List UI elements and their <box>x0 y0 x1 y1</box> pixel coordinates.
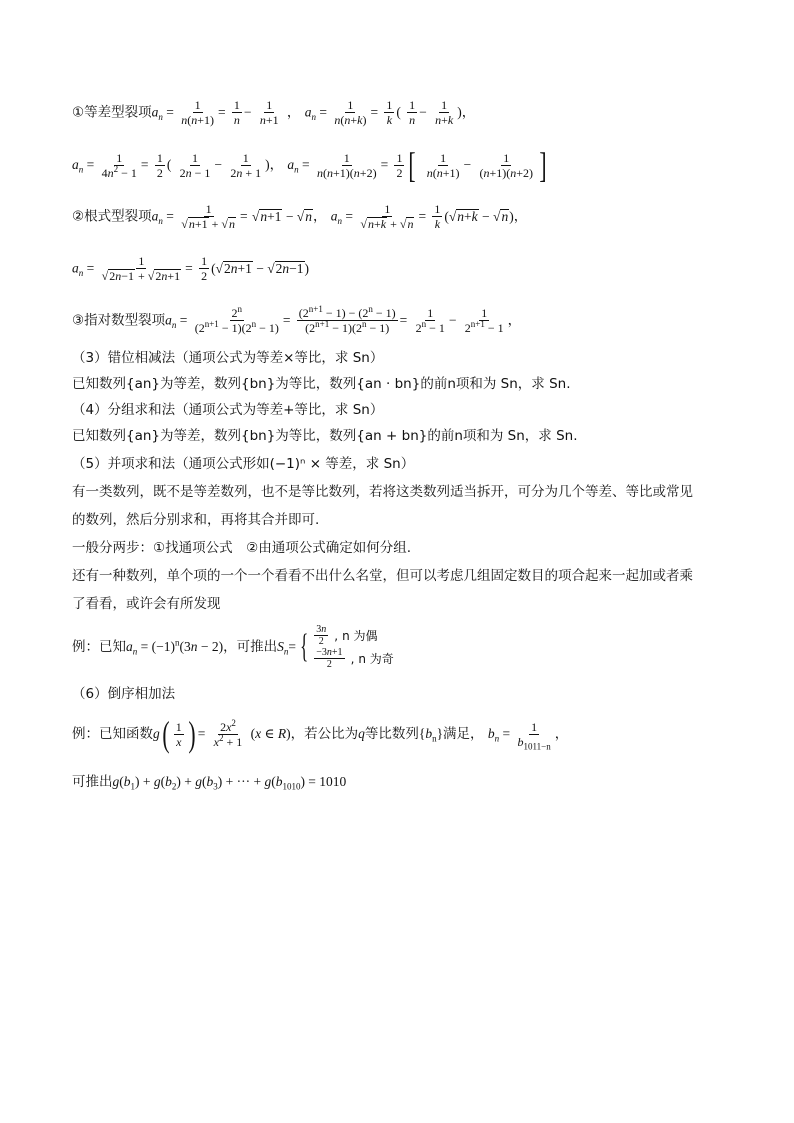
formula-line-1: ①等差型裂项$a_n$ = $\frac{1}{n(n+1)}$ = $\frac{1}{n}$ − $\frac{1}{n+1}$ ， $a_n$ = $\frac{1}{n(n+k)}$ = $\frac{1}{k}$ ( $\frac{1}{n}$ − $\frac{1}{n+k}$ )， <box>72 98 476 127</box>
section-label-exponential: ③指对数型裂项 <box>72 312 166 329</box>
section-label-radical: ②根式型裂项 <box>72 208 152 225</box>
formula-line-2: $a_n$ = $\frac{1}{4n^2 - 1}$ = $\frac{1}{2}$ ( $\frac{1}{2n - 1}$ − $\frac{1}{2n + 1}$ )， $a_n$ = $\frac{1}{n(n+1)(n+2)}$ = $\frac{1}{2}$ [ $\frac{1}{n(n+1)}$ − $\frac{1}{(n+1)(n+2)}$ ] <box>72 145 547 185</box>
example-line-3: 可推出$g(b_1) + g(b_2) + g(b_3)$ + ··· + $g(b_{1010}) = 1010$ <box>72 774 347 792</box>
formula-line-3: ②根式型裂项$a_n$ = $\frac{1}{√n+1 + √n}$ = √n+1 − √n， $a_n$ = $\frac{1}{√n+k + √n}$ = $\frac{1}{k}$ (√n+k − √n)， <box>72 202 528 231</box>
example-line-2: 例：已知函数g( $\frac{1}{x}$ ) = $\frac{2x^2}{x^2 + 1}$ (x ∈ R)，若公比为q等比数列$\{b_n\}$满足， $b_n$ = $\frac{1}{b_{1011-n}}$ ， <box>72 714 569 754</box>
text-line-14: 还有一种数列，单个项的一个一个看看不出什么名堂，但可以考虑几组固定数目的项合起来一起加或者乘 <box>72 568 693 584</box>
example-line-1: 例：已知$a_n = (-1)^n(3n - 2)$，可推出$S_n=$ { $\frac{3n}{2}$ , n 为偶 $\frac{-3n+1}{2}$ , n 为奇 <box>72 624 394 670</box>
section-label-arithmetic: ①等差型裂项 <box>72 104 152 121</box>
text-line-10: （5）并项求和法（通项公式形如(−1)ⁿ × 等差，求 Sn） <box>72 456 415 472</box>
text-line-6: （3）错位相减法（通项公式为等差×等比，求 Sn） <box>72 350 384 366</box>
formula-line-5: ③指对数型裂项$a_n$ = $\frac{2^n}{(2^{n+1} - 1)(2^n - 1)}$ = $\frac{(2^{n+1} - 1) - (2^n - 1)}{(2^{n+1} - 1)(2^n - 1)}$ = $\frac{1}{2^n - 1}$ − $\frac{1}{2^{n+1} - 1}$ ， <box>72 304 522 335</box>
formula-line-4: $a_n$ = $\frac{1}{√2n-1 + √2n+1}$ = $\frac{1}{2}$ (√2n+1 − √2n−1) <box>72 254 309 283</box>
text-line-8: （4）分组求和法（通项公式为等差+等比，求 Sn） <box>72 402 384 418</box>
case-odd-label: n 为奇 <box>358 651 394 666</box>
result-value: 1010 <box>319 774 347 789</box>
text-line-11: 有一类数列，既不是等差数列，也不是等比数列，若将这类数列适当拆开，可分为几个等差、等比或常见 <box>72 484 693 500</box>
text-line-9: 已知数列{an}为等差，数列{bn}为等比，数列{an + bn}的前n项和为 Sn，求 Sn. <box>72 428 578 444</box>
text-line-13: 一般分两步：①找通项公式 ②由通项公式确定如何分组. <box>72 540 411 556</box>
text-line-17: （6）倒序相加法 <box>72 686 176 702</box>
text-line-15: 了看看，或许会有所发现 <box>72 596 221 612</box>
case-even-label: n 为偶 <box>342 628 378 643</box>
text-line-7: 已知数列{an}为等差，数列{bn}为等比，数列{an · bn}的前n项和为 Sn，求 Sn. <box>72 376 571 392</box>
text-line-12: 的数列，然后分别求和，再将其合并即可. <box>72 512 320 528</box>
